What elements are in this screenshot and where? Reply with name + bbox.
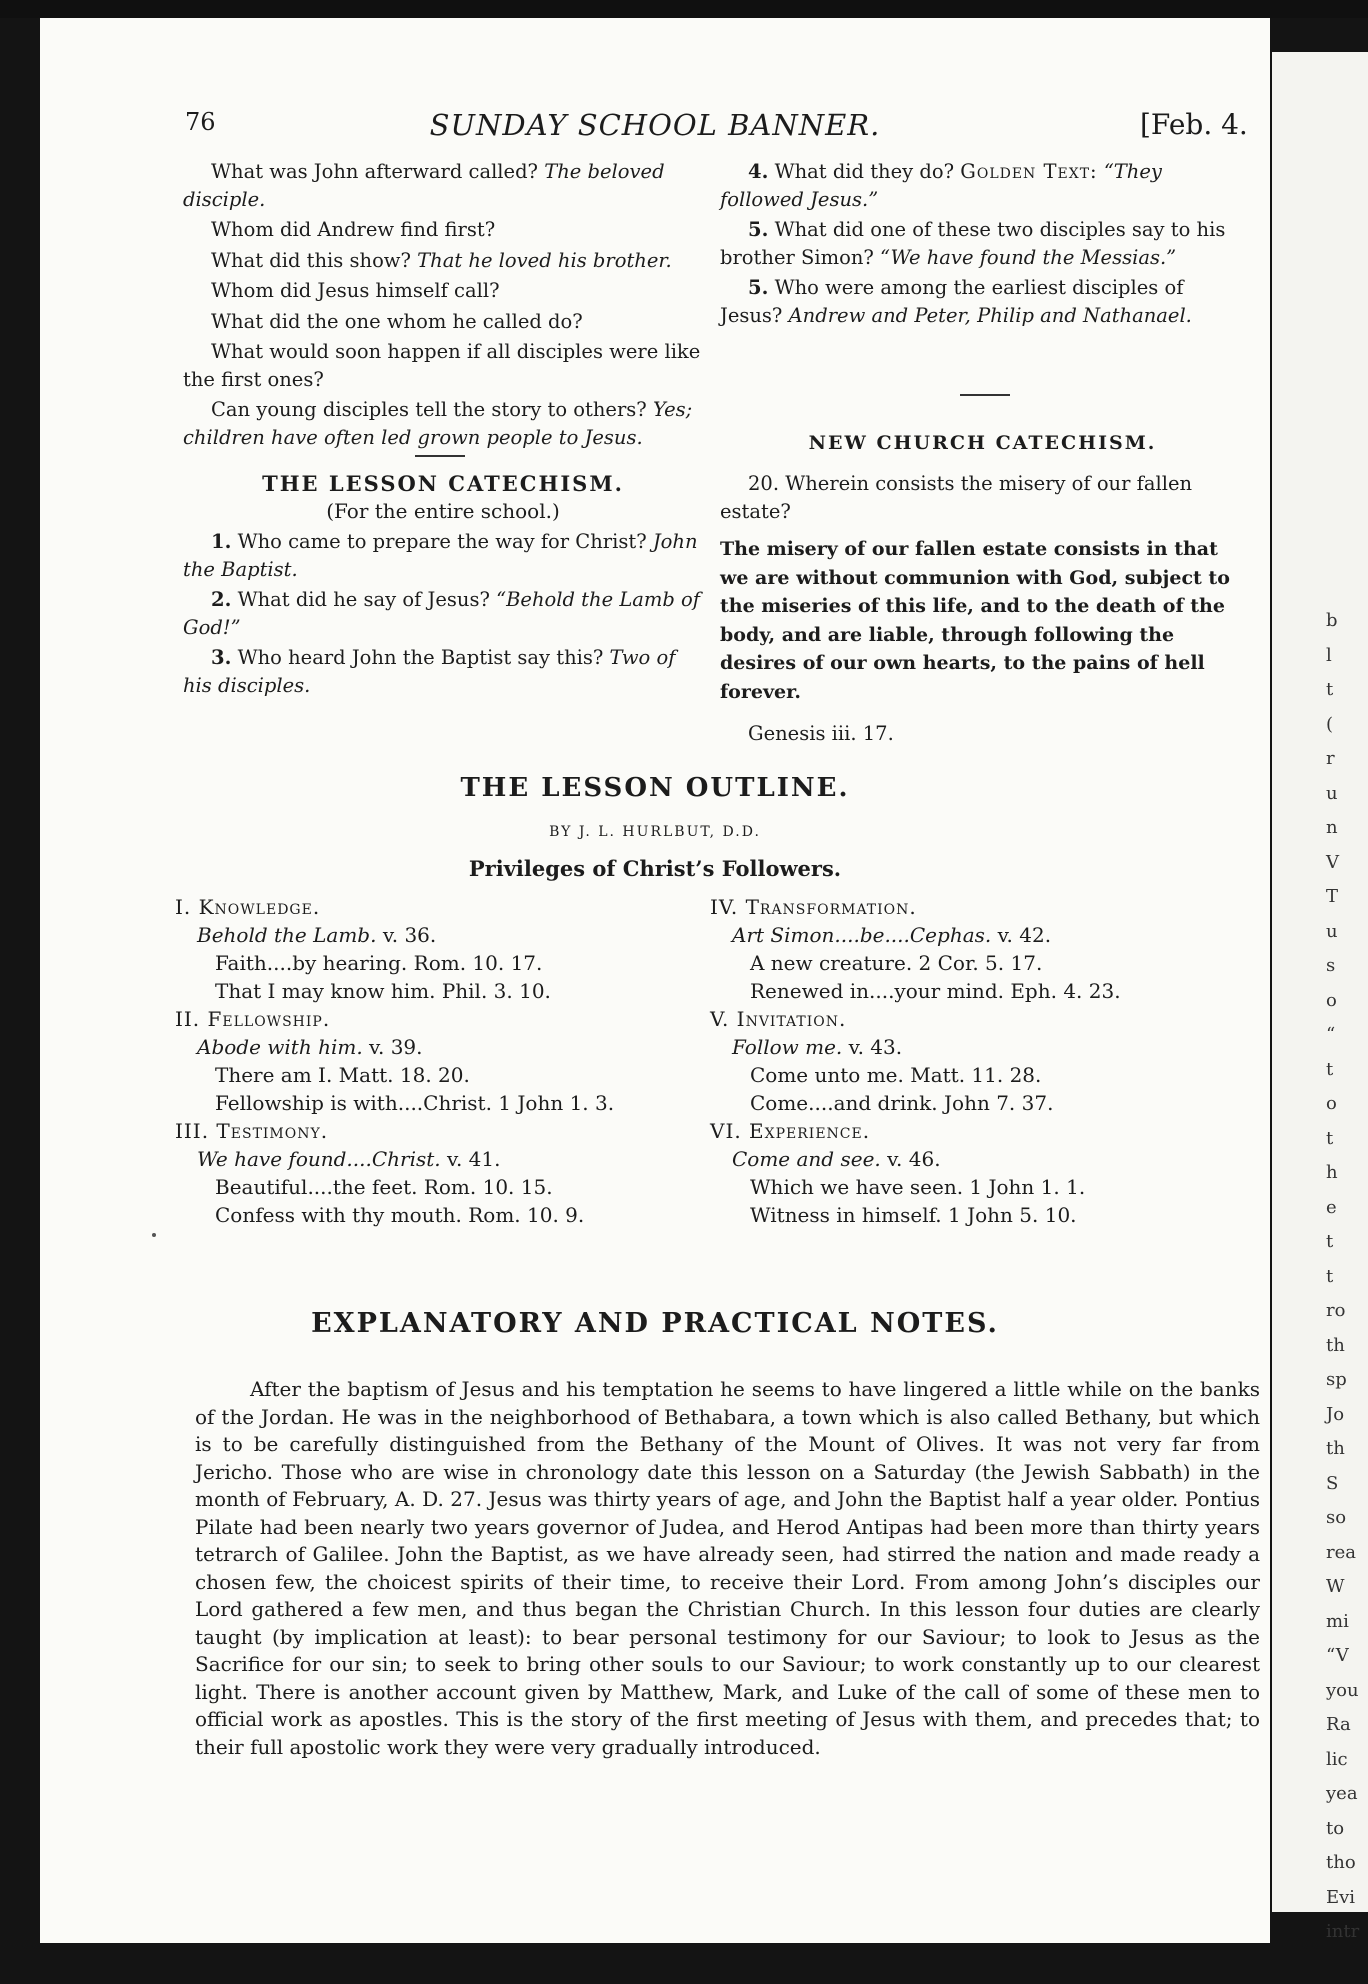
outline-section [175,893,695,1005]
scripture-reference: Come unto me. Matt. 11. 28. [750,1063,1042,1087]
page-number: 76 [185,108,216,136]
scripture-reference: That I may know him. Phil. 3. 10. [215,979,551,1003]
question: 5. What did one of these two disciples say to his brother Simon? “We have found the Messias.” [720,218,1226,269]
outline-section [710,1117,1250,1229]
facing-page-fragment: yea [1326,1783,1358,1804]
divider [415,455,465,457]
scripture-reference: Witness in himself. 1 John 5. 10. [750,1203,1077,1227]
section-heading: II. Fellowship. [175,1007,331,1031]
facing-page-fragment: o [1326,1093,1337,1114]
facing-page-fragment: to [1326,1817,1345,1839]
catechism-answer: The misery of our fallen estate consists in that we are without communion with God, subject to the miseries of this life, and to the death of the body, and are liable, through following the desires of our own hearts, to the pains of hell forever. [720,538,1230,703]
new-catechism-body [720,470,1245,751]
question: 4. What did they do? Golden Text: “They followed Jesus.” [720,160,1162,211]
facing-page-fragment: s [1326,955,1336,976]
issue-date: [Feb. 4. [1140,108,1248,141]
section-text: Abode with him. v. 39. [197,1035,423,1059]
facing-page-fragment: S [1326,1472,1339,1494]
lesson-catechism-subtitle: (For the entire school.) [326,499,560,523]
publication-title: SUNDAY SCHOOL BANNER. [429,108,881,142]
section-heading: IV. Transformation. [710,895,917,919]
section-heading: III. Testimony. [175,1119,329,1143]
notes-title: EXPLANATORY AND PRACTICAL NOTES. [311,1308,999,1339]
facing-page-fragment: T [1326,886,1339,907]
section-text: Art Simon....be....Cephas. v. 42. [732,923,1052,947]
question: Whom did Andrew find first? [211,218,496,241]
outline-section [710,1005,1250,1117]
scripture-reference: Come....and drink. John 7. 37. [750,1091,1054,1115]
question: What would soon happen if all disciples were like the first ones? [183,340,701,391]
facing-page-fragment: th [1326,1438,1345,1459]
outline-section [175,1005,695,1117]
facing-page-fragment: Jo [1326,1403,1345,1425]
facing-page-fragment: you [1326,1679,1359,1701]
left-questions [183,158,703,454]
section-text: Behold the Lamb. v. 36. [197,923,437,947]
page [40,18,1270,1943]
lesson-catechism-title: THE LESSON CATECHISM. [262,471,624,496]
scripture-reference: Beautiful....the feet. Rom. 10. 15. [215,1175,553,1199]
scripture-reference: Confess with thy mouth. Rom. 10. 9. [215,1203,585,1227]
scripture-reference: Faith....by hearing. Rom. 10. 17. [215,951,543,975]
facing-page-fragment: h [1326,1162,1338,1183]
facing-page-fragment: W [1326,1576,1345,1597]
right-questions [720,158,1245,332]
facing-page-fragment: n [1326,817,1338,838]
outline-left [175,893,695,1229]
scripture-reference: A new creature. 2 Cor. 5. 17. [750,951,1043,975]
divider [960,394,1010,396]
catechism-reference: Genesis iii. 17. [748,722,894,745]
question: What was John afterward called? The beloved disciple. [183,160,665,211]
facing-page-fragment: V [1326,851,1339,873]
question: Whom did Jesus himself call? [211,279,500,302]
facing-page-fragment: u [1326,920,1338,942]
facing-page-fragment: r [1326,748,1335,769]
facing-page-fragment: t [1326,1127,1334,1149]
catechism-item: 2. What did he say of Jesus? “Behold the Lamb of God!” [183,588,701,639]
facing-page-fragment: t [1326,1231,1334,1252]
outline-subtitle: Privileges of Christ’s Followers. [468,856,842,881]
facing-page-fragment: Ra [1326,1714,1351,1735]
facing-page-fragment: u [1326,782,1338,804]
scripture-reference: Which we have seen. 1 John 1. 1. [750,1175,1086,1199]
outline-byline: BY J. L. HURLBUT, D.D. [549,824,761,840]
facing-page-fragment: “ [1326,1024,1336,1045]
facing-page-fragment: “V [1326,1645,1349,1666]
facing-page-fragment: ( [1326,713,1334,735]
section-text: Come and see. v. 46. [732,1147,941,1171]
facing-page-fragment: lic [1326,1748,1348,1770]
facing-page-fragment: Evi [1326,1886,1356,1908]
outline-right [710,893,1250,1229]
question: What did the one whom he called do? [211,309,583,333]
question: Can young disciples tell the story to others? Yes; children have often led grown people to Jesus. [183,398,693,449]
section-heading: VI. Experience. [710,1119,871,1143]
catechism-question: 20. Wherein consists the misery of our fallen estate? [720,472,1193,523]
new-catechism-title: NEW CHURCH CATECHISM. [808,432,1157,454]
facing-page-fragment: t [1326,679,1334,700]
facing-page-fragment: t [1326,1265,1334,1287]
running-header [40,108,1270,148]
lesson-catechism-items [183,528,703,702]
catechism-item: 1. Who came to prepare the way for Christ? John the Baptist. [183,530,698,581]
scan-border-top [0,0,1368,18]
catechism-item: 3. Who heard John the Baptist say this? Two of his disciples. [183,646,676,697]
outline-title: THE LESSON OUTLINE. [460,773,850,803]
scripture-reference: Renewed in....your mind. Eph. 4. 23. [750,979,1121,1003]
facing-page-fragment: ro [1326,1300,1346,1321]
facing-page-fragment: mi [1326,1610,1349,1632]
facing-page-fragment: o [1326,989,1337,1011]
facing-page-fragment: l [1326,644,1332,666]
question: What did this show? That he loved his brother. [211,248,672,272]
scripture-reference: Fellowship is with....Christ. 1 John 1. 3. [215,1091,615,1115]
facing-page-fragment: e [1326,1196,1337,1218]
facing-page-fragment: intr [1326,1921,1360,1942]
facing-page-fragment: b [1326,610,1338,631]
outline-section [175,1117,695,1229]
scripture-reference: There am I. Matt. 18. 20. [215,1063,470,1087]
facing-page-fragment: rea [1326,1541,1356,1563]
facing-page-fragment: t [1326,1058,1334,1080]
facing-page-fragment: so [1326,1507,1347,1528]
facing-page-fragment: th [1326,1334,1345,1356]
facing-page-fragment: tho [1326,1852,1356,1873]
outline-section [710,893,1250,1005]
section-text: Follow me. v. 43. [732,1035,903,1059]
section-heading: V. Invitation. [710,1007,847,1031]
facing-page-edge [1272,52,1368,1942]
notes-body: After the baptism of Jesus and his temptation he seems to have lingered a little while on the banks of the Jordan. He was in the neighborhood of Bethabara, a town which is also called Bethany, but which is to be carefully distinguished from the Bethany of the Mount of Olives. It was not very far from Jericho. Those who are wise in chronology date this lesson on a Saturday (the Jewish Sabbath) in the month of February, A. D. 27. Jesus was thirty years of age, and John the Baptist half a year older. Pontius Pilate had been nearly two years governor of Judea, and Herod Antipas had been more than thirty years tetrarch of Galilee. John the Baptist, as we have already seen, had stirred the nation and made ready a chosen few, the choicest spirits of their time, to receive their Lord. From among John’s disciples our Lord gathered a few men, and thus began the Christian Church. In this lesson four duties are clearly taught (by implication at least): to bear personal testimony for our Saviour; to look to Jesus as the Sacrifice for our sin; to seek to bring other souls to our Saviour; to work constantly up to our clearest light. There is another account given by Matthew, Mark, and Luke of the call of some of these men to official work as apostles. This is the story of the first meeting of Jesus with them, and precedes that; to their full apostolic work they were very gradually introduced. [195,1377,1260,1759]
section-heading: I. Knowledge. [175,895,321,919]
section-text: We have found....Christ. v. 41. [197,1147,501,1171]
ink-speck [152,1233,156,1237]
facing-page-fragment: sp [1326,1369,1347,1390]
question: 5. Who were among the earliest disciples of Jesus? Andrew and Peter, Philip and Nathanael. [720,276,1192,327]
